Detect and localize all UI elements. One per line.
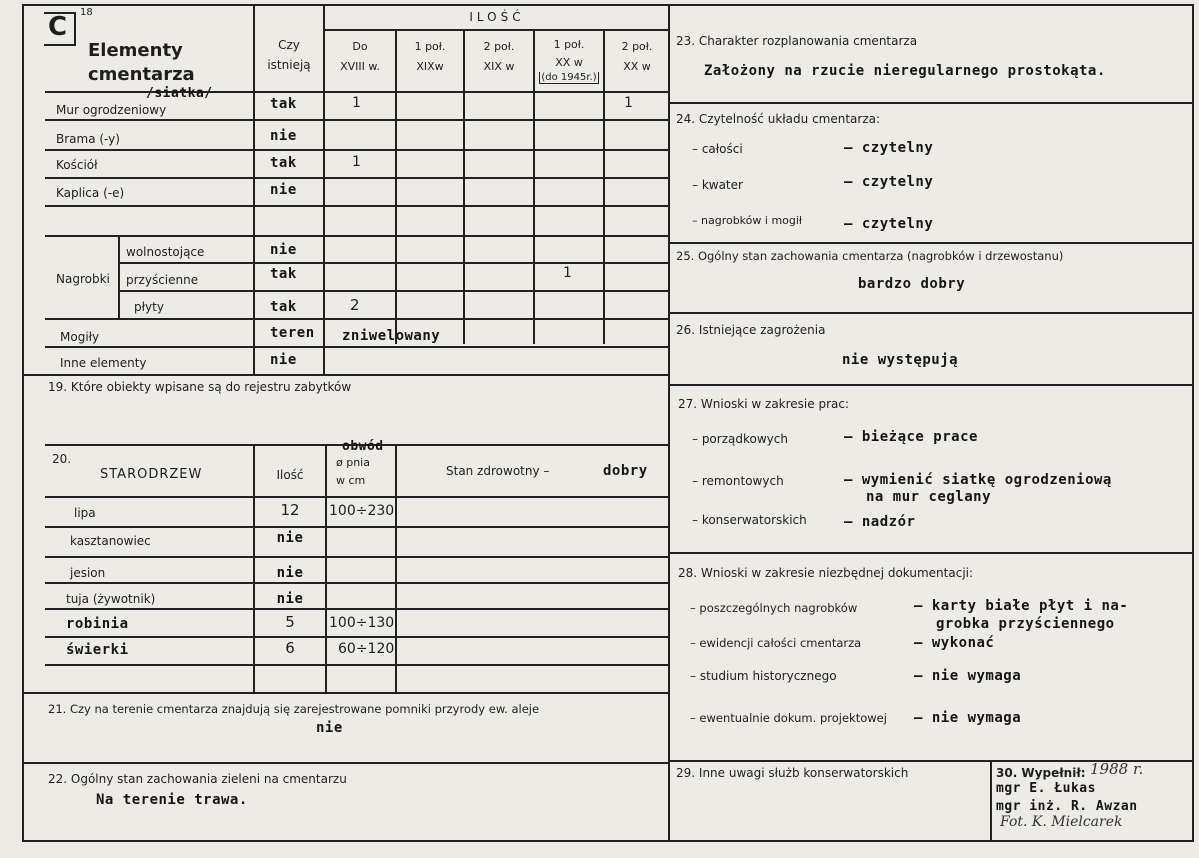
page-number: 18 bbox=[80, 7, 93, 18]
col-istnieja: istnieją bbox=[267, 58, 311, 72]
period-3: XIX w bbox=[483, 60, 515, 73]
q28-item-value-2: grobka przyściennego bbox=[936, 616, 1115, 632]
divider-center bbox=[668, 4, 670, 840]
section-hline bbox=[22, 762, 670, 764]
q22-label: 22. Ogólny stan zachowania zieleni na cmentarzu bbox=[48, 772, 347, 786]
q28-item-value: – nie wymaga bbox=[914, 668, 1022, 684]
tree-name: kasztanowiec bbox=[70, 534, 151, 548]
table-vline bbox=[395, 30, 397, 344]
q24-item-value: – czytelny bbox=[844, 174, 934, 190]
row-plyty-exists: tak bbox=[270, 299, 297, 315]
row-przysc-qty: 1 bbox=[563, 265, 572, 281]
tree-qty: 12 bbox=[280, 501, 300, 519]
q20-title: STARODRZEW bbox=[100, 467, 203, 482]
table-hline bbox=[22, 374, 670, 376]
q30-person-2: mgr inż. R. Awzan bbox=[996, 799, 1138, 814]
period-5: 2 poł. bbox=[621, 40, 653, 53]
table-hline bbox=[45, 235, 669, 237]
q19-label: 19. Które obiekty wpisane są do rejestru zabytków bbox=[48, 380, 352, 394]
q24-item-label: – całości bbox=[692, 142, 743, 156]
table-hline bbox=[45, 149, 669, 151]
q20-stan-value: dobry bbox=[603, 463, 648, 479]
q20-col-pnia: ø pnia bbox=[336, 456, 370, 469]
row-plyty-qty: 2 bbox=[350, 296, 360, 314]
period-4-note-text: (do 1945r.) bbox=[541, 72, 597, 83]
elements-title-2: cmentarza bbox=[88, 64, 195, 85]
table-hline bbox=[118, 290, 669, 292]
tree-girth: 100÷130 bbox=[329, 615, 395, 631]
row-mur-label: Mur ogrodzeniowy bbox=[56, 103, 167, 117]
q22-value: Na terenie trawa. bbox=[96, 792, 248, 808]
q26-label: 26. Istniejące zagrożenia bbox=[676, 323, 826, 337]
table-hline bbox=[45, 205, 669, 207]
tree-qty: nie bbox=[276, 591, 304, 607]
row-nagrobki-label: Nagrobki bbox=[56, 272, 110, 286]
border-bottom-right bbox=[668, 840, 1193, 842]
q21-value: nie bbox=[316, 720, 343, 736]
q20-col-obwod: obwód bbox=[342, 439, 384, 454]
border-left bbox=[22, 4, 24, 842]
period-4: XX w bbox=[555, 56, 583, 69]
q30-person-1: mgr E. Łukas bbox=[996, 781, 1096, 796]
q28-item-label: – poszczególnych nagrobków bbox=[690, 601, 858, 615]
q29-label: 29. Inne uwagi służb konserwatorskich bbox=[676, 766, 909, 780]
row-mur-qty: 1 bbox=[352, 95, 361, 111]
q24-item-label: – kwater bbox=[692, 178, 743, 192]
table-hline bbox=[45, 91, 669, 93]
q20-col-ilosc: Ilość bbox=[276, 468, 304, 482]
row-inne-exists: nie bbox=[270, 352, 297, 368]
border-right bbox=[1192, 4, 1194, 842]
q21-label: 21. Czy na terenie cmentarza znajdują się zarejestrowane pomniki przyrody ew. aleje bbox=[48, 702, 540, 716]
row-wolno-exists: nie bbox=[270, 242, 297, 258]
border-bottom-left bbox=[22, 840, 670, 842]
row-plyty-label: płyty bbox=[134, 300, 164, 314]
q27-item-value: – wymienić siatkę ogrodzeniową bbox=[844, 472, 1112, 488]
period-2: 1 poł. bbox=[414, 40, 446, 53]
q23-value: Założony na rzucie nieregularnego prostokąta. bbox=[704, 63, 1106, 79]
period-4-note bbox=[535, 72, 603, 84]
q28-item-label: – ewidencji całości cmentarza bbox=[690, 636, 862, 650]
tree-table-hline bbox=[45, 608, 669, 610]
period-1: XVIII w. bbox=[340, 60, 380, 73]
tree-table-hline bbox=[45, 556, 669, 558]
table-vline bbox=[118, 237, 120, 319]
q24-item-value: – czytelny bbox=[844, 140, 934, 156]
q20-num: 20. bbox=[52, 452, 72, 466]
tree-girth: 100÷230 bbox=[329, 503, 395, 519]
tree-qty: nie bbox=[276, 530, 304, 546]
section-hline bbox=[668, 242, 1193, 244]
section-letter: C bbox=[48, 12, 68, 42]
q30-vline bbox=[990, 760, 992, 840]
tree-table-vline bbox=[325, 444, 327, 692]
period-5: XX w bbox=[623, 60, 651, 73]
col-ilosc: ILOŚĆ bbox=[469, 10, 525, 24]
table-hline bbox=[323, 29, 669, 31]
row-mogily-exists: teren bbox=[270, 325, 315, 341]
section-hline bbox=[668, 552, 1193, 554]
row-brama-label: Brama (-y) bbox=[56, 132, 120, 146]
q28-item-value: – nie wymaga bbox=[914, 710, 1022, 726]
q26-value: nie występują bbox=[842, 352, 959, 368]
q28-item-label: – ewentualnie dokum. projektowej bbox=[690, 711, 887, 725]
q27-label: 27. Wnioski w zakresie prac: bbox=[678, 397, 850, 411]
row-kosciol-exists: tak bbox=[270, 155, 297, 171]
row-kosciol-qty: 1 bbox=[352, 154, 361, 170]
tree-qty: 6 bbox=[285, 639, 295, 657]
tree-name: jesion bbox=[70, 566, 106, 580]
photo-credit: Fot. K. Mielcarek bbox=[1000, 814, 1123, 830]
q27-item-value: – bieżące prace bbox=[844, 429, 978, 445]
row-mogily-note: zniwelowany bbox=[342, 328, 441, 344]
table-vline bbox=[603, 30, 605, 344]
siatka-note: /siatka/ bbox=[146, 86, 213, 101]
q23-label: 23. Charakter rozplanowania cmentarza bbox=[676, 34, 918, 48]
q28-item-value: – karty białe płyt i na- bbox=[914, 598, 1129, 614]
row-brama-exists: nie bbox=[270, 128, 297, 144]
period-2: XIXw bbox=[416, 60, 444, 73]
q25-label: 25. Ogólny stan zachowania cmentarza (nagrobków i drzewostanu) bbox=[676, 249, 1064, 263]
tree-name: świerki bbox=[66, 642, 129, 658]
row-kaplica-label: Kaplica (-e) bbox=[56, 186, 125, 200]
tree-name: tuja (żywotnik) bbox=[66, 592, 156, 606]
row-kaplica-exists: nie bbox=[270, 182, 297, 198]
q27-item-label: – remontowych bbox=[692, 474, 784, 488]
q24-item-value: – czytelny bbox=[844, 216, 934, 232]
tree-table-hline bbox=[45, 636, 669, 638]
row-wolno-label: wolnostojące bbox=[126, 245, 205, 259]
period-1: Do bbox=[352, 40, 368, 53]
table-vline bbox=[463, 30, 465, 344]
q27-item-value-2: na mur ceglany bbox=[866, 489, 992, 505]
table-hline bbox=[45, 119, 669, 121]
table-hline bbox=[45, 346, 669, 348]
tree-table-hline bbox=[45, 664, 669, 666]
q27-item-label: – porządkowych bbox=[692, 432, 788, 446]
tree-qty: nie bbox=[276, 565, 304, 581]
tree-table-hline bbox=[45, 526, 669, 528]
q28-item-value: – wykonać bbox=[914, 635, 995, 651]
row-mur-exists: tak bbox=[270, 96, 297, 112]
tree-table-hline bbox=[45, 582, 669, 584]
section-hline bbox=[668, 384, 1193, 386]
tree-qty: 5 bbox=[285, 613, 295, 631]
row-przysc-label: przyścienne bbox=[126, 273, 199, 287]
period-3: 2 poł. bbox=[483, 40, 515, 53]
period-4: 1 poł. bbox=[553, 38, 585, 51]
row-mur-qty-xx2: 1 bbox=[624, 95, 633, 111]
tree-table-vline bbox=[395, 444, 397, 692]
table-hline bbox=[45, 177, 669, 179]
q20-stan-label: Stan zdrowotny – bbox=[446, 464, 550, 478]
section-hline bbox=[668, 102, 1193, 104]
elements-title-1: Elementy bbox=[88, 40, 183, 61]
q27-item-value: – nadzór bbox=[844, 514, 916, 530]
row-inne-label: Inne elementy bbox=[60, 356, 147, 370]
q28-item-label: – studium historycznego bbox=[690, 669, 837, 683]
tree-table-hline bbox=[45, 496, 669, 498]
border-top-right bbox=[668, 4, 1193, 6]
q30-label: 30. Wypełnił: bbox=[996, 766, 1086, 780]
q28-label: 28. Wnioski w zakresie niezbędnej dokumentacji: bbox=[678, 566, 974, 580]
row-przysc-exists: tak bbox=[270, 266, 297, 282]
q24-label: 24. Czytelność układu cmentarza: bbox=[676, 112, 881, 126]
tree-table-hline bbox=[22, 692, 670, 694]
q27-item-label: – konserwatorskich bbox=[692, 513, 807, 527]
section-hline bbox=[668, 312, 1193, 314]
col-czy: Czy bbox=[278, 38, 300, 52]
q20-col-wcm: w cm bbox=[336, 474, 366, 487]
tree-name: robinia bbox=[66, 616, 129, 632]
table-hline bbox=[118, 262, 669, 264]
q30-year: 1988 r. bbox=[1090, 760, 1144, 778]
table-hline bbox=[45, 318, 669, 320]
q24-item-label: – nagrobków i mogił bbox=[692, 214, 803, 227]
row-mogily-label: Mogiły bbox=[60, 330, 100, 344]
tree-name: lipa bbox=[74, 506, 96, 520]
border-top bbox=[22, 4, 670, 6]
tree-girth: 60÷120 bbox=[338, 641, 395, 657]
row-kosciol-label: Kościół bbox=[56, 158, 98, 172]
q25-value: bardzo dobry bbox=[858, 276, 966, 292]
